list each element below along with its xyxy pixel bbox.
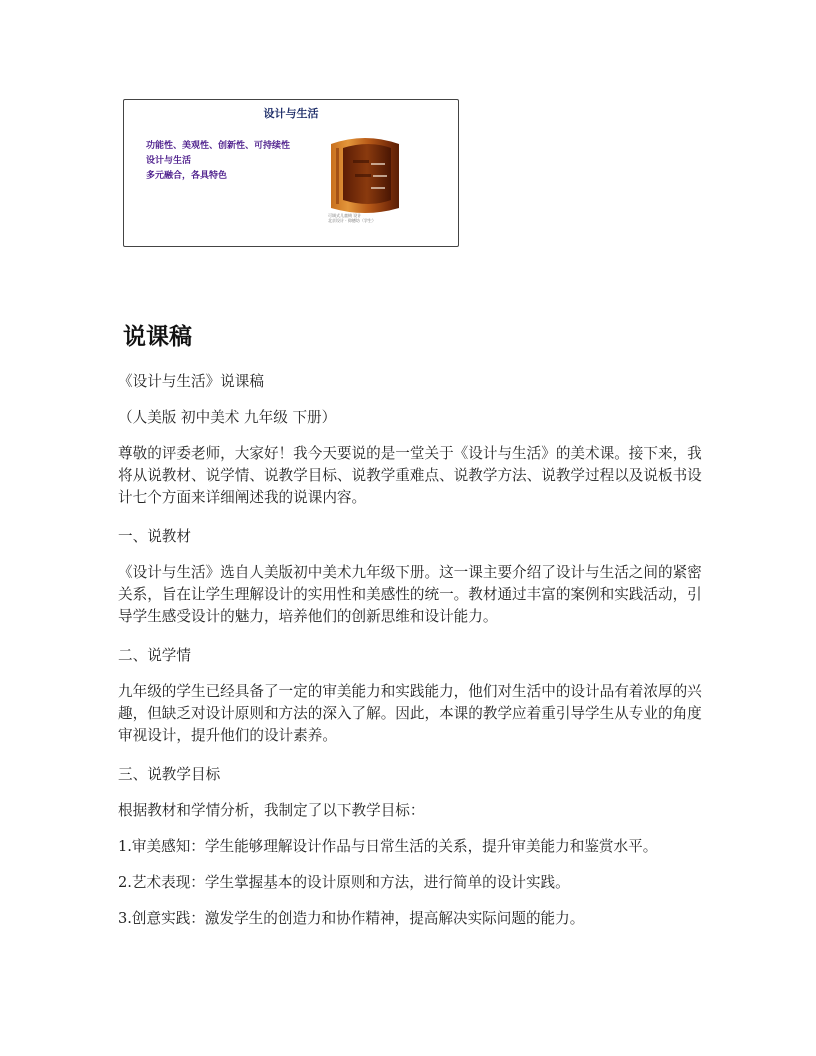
- image-caption: 可调式儿童椅 设计 北京设计 · 仰德坊（学生）: [328, 213, 376, 223]
- intro-paragraph: 尊敬的评委老师，大家好！我今天要说的是一堂关于《设计与生活》的美术课。接下来，我将从说教材、说学情、说教学目标、说教学重难点、说教学方法、说教学过程以及说板书设计七个方面来详细阐述我的说课内容。: [118, 445, 702, 506]
- slide-line: 设计与生活: [146, 156, 192, 166]
- body-paragraph: 《设计与生活》选自人美版初中美术九年级下册。这一课主要介绍了设计与生活之间的紧密关系，旨在让学生理解设计的实用性和美感性的统一。教材通过丰富的案例和实践活动，引导学生感受设计的魅力，培养他们的创新思维和设计能力。: [118, 564, 702, 625]
- section-heading: 一、说教材: [118, 528, 191, 545]
- page-title: 说课稿: [123, 324, 192, 350]
- section-heading: 三、说教学目标: [118, 766, 221, 783]
- section-heading: 二、说学情: [118, 647, 191, 664]
- bent-wood-chair-image: [327, 130, 403, 226]
- slide-line: 多元融合，各具特色: [146, 171, 228, 181]
- goal-item: 2.艺术表现：学生掌握基本的设计原则和方法，进行简单的设计实践。: [118, 874, 570, 891]
- slide-line: 功能性、美观性、创新性、可持续性: [146, 141, 291, 151]
- document-body: [118, 371, 702, 944]
- doc-title-line: 《设计与生活》说课稿: [118, 373, 264, 390]
- edition-line: （人美版 初中美术 九年级 下册）: [118, 409, 337, 426]
- body-paragraph: 九年级的学生已经具备了一定的审美能力和实践能力，他们对生活中的设计品有着浓厚的兴趣，但缺乏对设计原则和方法的深入了解。因此，本课的教学应着重引导学生从专业的角度审视设计，提升他们的设计素养。: [118, 683, 702, 744]
- body-paragraph: 根据教材和学情分析，我制定了以下教学目标：: [118, 802, 425, 819]
- slide-bullet-list: [146, 139, 290, 184]
- slide-thumbnail: [123, 99, 459, 247]
- slide-title: 设计与生活: [263, 107, 319, 120]
- goal-item: 3.创意实践：激发学生的创造力和协作精神，提高解决实际问题的能力。: [118, 910, 585, 927]
- goal-item: 1.审美感知：学生能够理解设计作品与日常生活的关系，提升审美能力和鉴赏水平。: [118, 838, 658, 855]
